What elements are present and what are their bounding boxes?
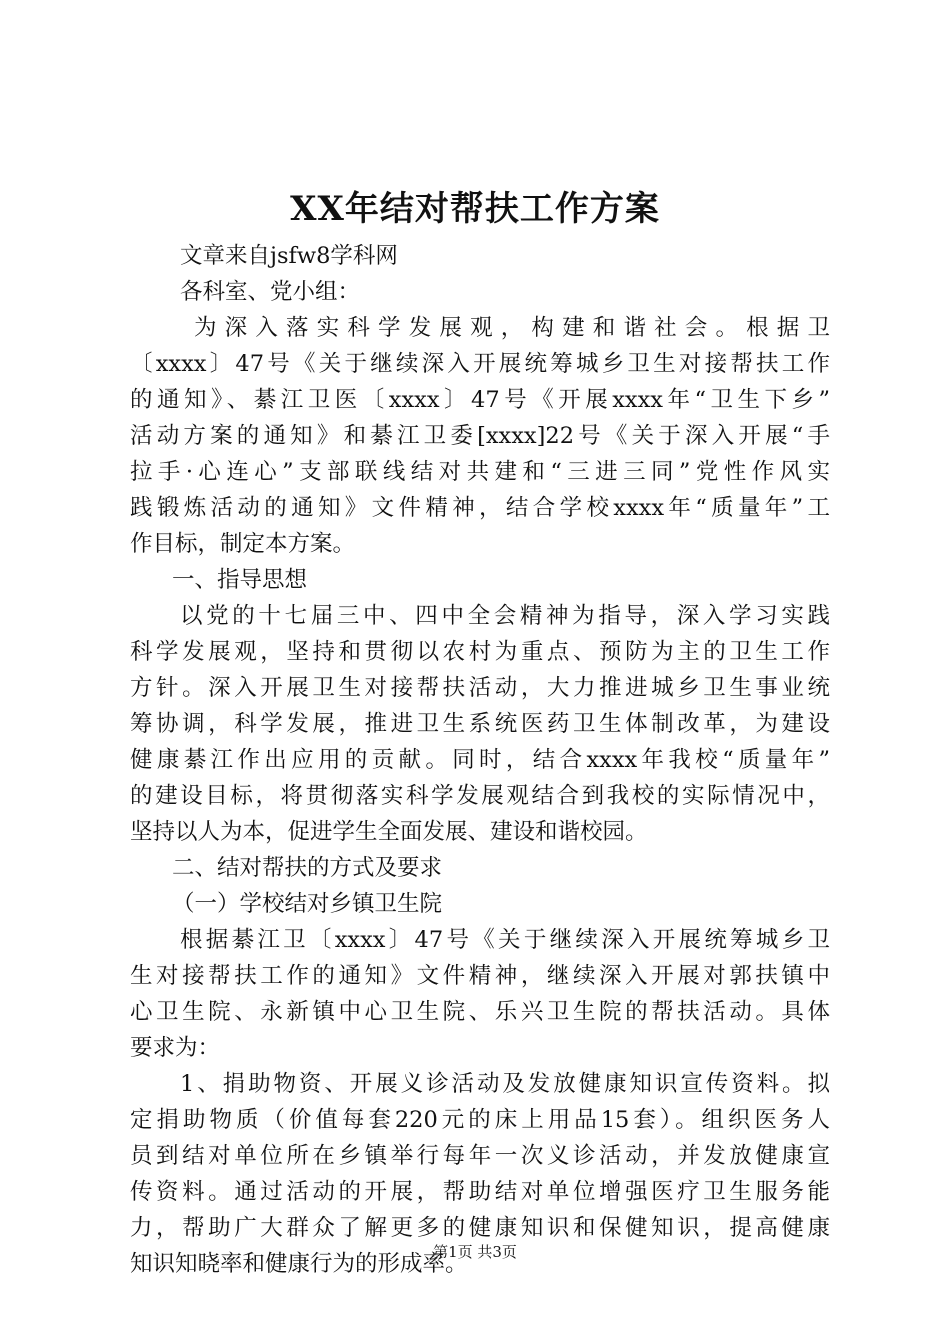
intro-line: 拉手·心连心”支部联线结对共建和“三进三同”党性作风实 bbox=[130, 459, 830, 485]
intro-line: 〔xxxx〕47号《关于继续深入开展统筹城乡卫生对接帮扶工作 bbox=[130, 351, 830, 377]
section-heading: 一、指导思想 bbox=[172, 567, 308, 593]
paragraph-line: 要求为： bbox=[130, 1035, 221, 1061]
paragraph-line: 科学发展观，坚持和贯彻以农村为重点、预防为主的卫生工作 bbox=[130, 639, 830, 665]
paragraph-line: 生对接帮扶工作的通知》文件精神，继续深入开展对郭扶镇中 bbox=[130, 963, 830, 989]
intro-line: 践锻炼活动的通知》文件精神，结合学校xxxx年“质量年”工 bbox=[130, 495, 830, 521]
subsection-heading: （一）学校结对乡镇卫生院 bbox=[172, 891, 443, 917]
paragraph-line: 的建设目标，将贯彻落实科学发展观结合到我校的实际情况中， bbox=[130, 783, 830, 809]
paragraph-line: 传资料。通过活动的开展，帮助结对单位增强医疗卫生服务能 bbox=[130, 1179, 830, 1205]
paragraph-line: 筹协调，科学发展，推进卫生系统医药卫生体制改革，为建设 bbox=[130, 711, 830, 737]
paragraph-line: 1、捐助物资、开展义诊活动及发放健康知识宣传资料。拟 bbox=[180, 1071, 830, 1097]
paragraph-line: 定捐助物质（价值每套220元的床上用品15套）。组织医务人 bbox=[130, 1107, 830, 1133]
page-footer: 第1页 共3页 bbox=[433, 1243, 517, 1261]
intro-line: 为深入落实科学发展观，构建和谐社会。根据卫 bbox=[194, 315, 830, 341]
paragraph-line: 心卫生院、永新镇中心卫生院、乐兴卫生院的帮扶活动。具体 bbox=[130, 999, 830, 1025]
intro-line: 作目标，制定本方案。 bbox=[130, 531, 356, 557]
paragraph-line: 知识知晓率和健康行为的形成率。 bbox=[130, 1251, 468, 1277]
paragraph-line: 根据綦江卫〔xxxx〕47号《关于继续深入开展统筹城乡卫 bbox=[180, 927, 830, 953]
intro-line: 的通知》、綦江卫医〔xxxx〕47号《开展xxxx年“卫生下乡” bbox=[130, 387, 830, 413]
section-heading: 二、结对帮扶的方式及要求 bbox=[172, 855, 443, 881]
paragraph-line: 健康綦江作出应用的贡献。同时，结合xxxx年我校“质量年” bbox=[130, 747, 830, 773]
document-title: XX年结对帮扶工作方案 bbox=[290, 189, 660, 229]
intro-line: 活动方案的通知》和綦江卫委[xxxx]22号《关于深入开展“手 bbox=[130, 423, 830, 449]
source-line: 文章来自jsfw8学科网 bbox=[180, 243, 398, 269]
paragraph-line: 坚持以人为本，促进学生全面发展、建设和谐校园。 bbox=[130, 819, 648, 845]
paragraph-line: 方针。深入开展卫生对接帮扶活动，大力推进城乡卫生事业统 bbox=[130, 675, 830, 701]
paragraph-line: 以党的十七届三中、四中全会精神为指导，深入学习实践 bbox=[180, 603, 830, 629]
paragraph-line: 力，帮助广大群众了解更多的健康知识和保健知识，提高健康 bbox=[130, 1215, 830, 1241]
salutation: 各科室、党小组： bbox=[180, 279, 361, 305]
paragraph-line: 员到结对单位所在乡镇举行每年一次义诊活动，并发放健康宣 bbox=[130, 1143, 830, 1169]
